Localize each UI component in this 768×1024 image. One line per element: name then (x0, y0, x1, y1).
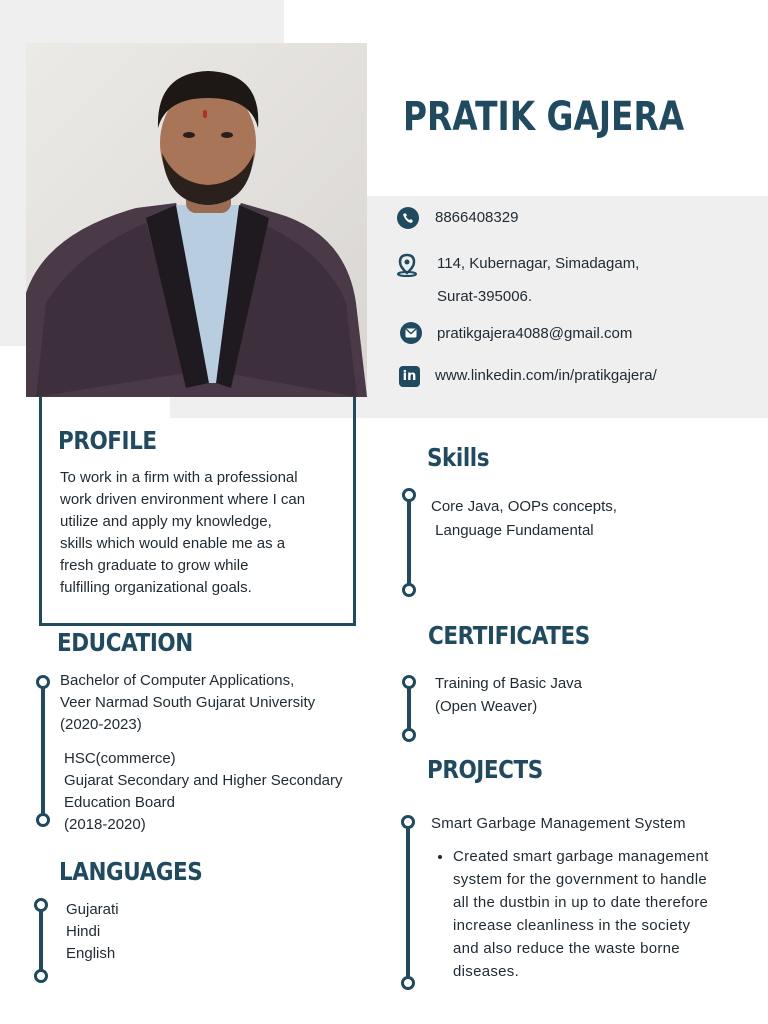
candidate-name: PRATIK GAJERA (403, 94, 685, 140)
education-heading: EDUCATION (57, 628, 193, 657)
profile-line: To work in a firm with a professional (60, 469, 298, 486)
profile-line: skills which would enable me as a (60, 535, 286, 552)
education-entry (64, 748, 343, 836)
certificate-line: (Open Weaver) (435, 698, 538, 715)
email-icon (400, 322, 422, 344)
projects-heading: PROJECTS (427, 755, 543, 784)
language-item: Hindi (66, 923, 101, 940)
profile-photo (26, 43, 367, 397)
project-bullet-line: Created smart garbage management (453, 848, 709, 865)
education-institution: Education Board (64, 794, 175, 811)
project-bullet-line: system for the government to handle (453, 871, 707, 888)
project-bullet-line: diseases. (453, 963, 520, 980)
skills-line: Core Java, OOPs concepts, (431, 498, 617, 515)
project-title: Smart Garbage Management System (431, 815, 686, 832)
project-bullet-line: increase cleanliness in the society (453, 917, 691, 934)
languages-timeline (34, 898, 48, 984)
education-entry (60, 670, 315, 736)
phone-number[interactable]: 8866408329 (435, 209, 519, 226)
languages-list (66, 899, 119, 965)
profile-heading: PROFILE (58, 426, 157, 455)
profile-text (60, 467, 305, 599)
certificates-heading: CERTIFICATES (428, 621, 590, 650)
project-bullet-line: all the dustbin in up to date therefore (453, 894, 709, 911)
project-bullet (453, 845, 709, 983)
skills-text (431, 495, 617, 543)
profile-line: work driven environment where I can (60, 491, 306, 508)
skills-line: Language Fundamental (431, 522, 594, 539)
certificates-timeline (402, 675, 416, 743)
linkedin-url[interactable]: www.linkedin.com/in/pratikgajera/ (435, 367, 657, 384)
education-timeline (36, 675, 50, 827)
address-line-1: 114, Kubernagar, Simadagam, (437, 255, 640, 272)
skills-heading: Skills (427, 443, 490, 472)
location-pin-icon (396, 253, 418, 282)
education-institution: Gujarat Secondary and Higher Secondary (64, 772, 343, 789)
profile-line: utilize and apply my knowledge, (60, 513, 272, 530)
profile-line: fulfilling organizational goals. (60, 579, 252, 596)
education-degree: HSC(commerce) (64, 750, 176, 767)
project-description (431, 845, 709, 983)
certificate-line: Training of Basic Java (435, 675, 583, 692)
education-institution: Veer Narmad South Gujarat University (60, 694, 316, 711)
phone-icon (397, 207, 419, 229)
address-line-2: Surat-395006. (437, 288, 533, 305)
language-item: English (66, 945, 116, 962)
certificates-text (435, 672, 582, 718)
projects-timeline (401, 815, 415, 991)
project-bullet-line: and also reduce the waste borne (453, 940, 680, 957)
email-address[interactable]: pratikgajera4088@gmail.com (437, 325, 633, 342)
education-years: (2020-2023) (60, 716, 142, 733)
profile-line: fresh graduate to grow while (60, 557, 249, 574)
education-years: (2018-2020) (64, 816, 146, 833)
education-degree: Bachelor of Computer Applications, (60, 672, 295, 689)
skills-timeline (402, 488, 416, 598)
languages-heading: LANGUAGES (59, 857, 203, 886)
language-item: Gujarati (66, 901, 119, 918)
linkedin-icon: in (399, 366, 420, 387)
